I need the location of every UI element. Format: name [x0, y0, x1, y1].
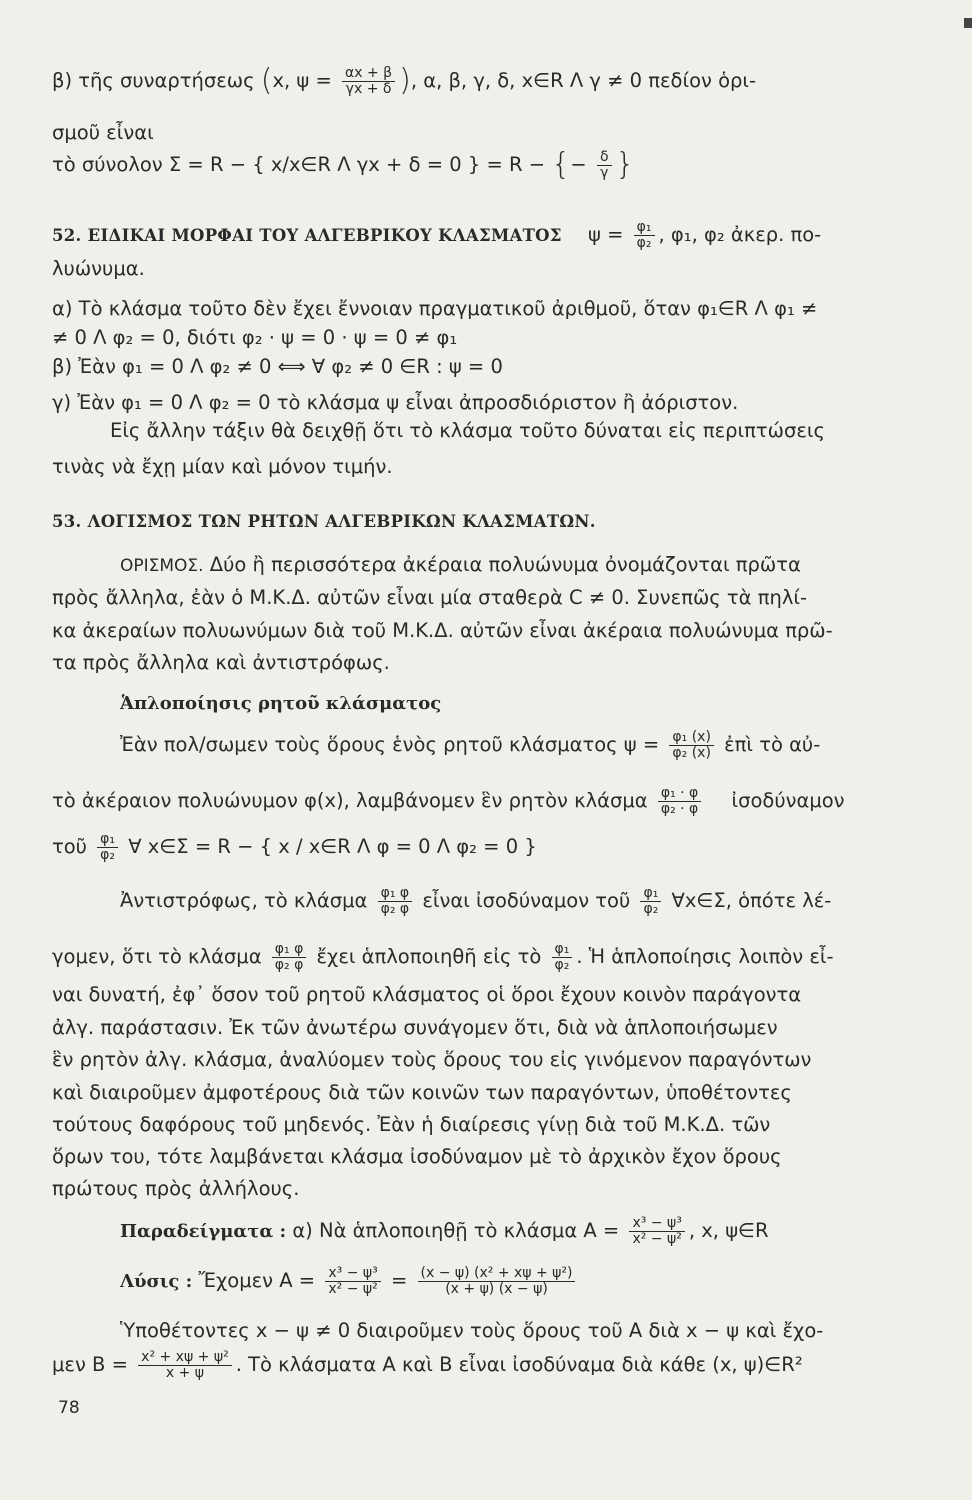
- text-line: ἀλγ. παράστασιν. Ἐκ τῶν ἀνωτέρω συνάγομεν ὅτι, διὰ νὰ ἁπλοποιήσωμεν: [52, 1016, 778, 1039]
- text: ∀ x∈Σ = R − { x / x∈R Λ φ = 0 Λ φ₂ = 0 }: [128, 835, 537, 858]
- text: ἐπὶ τὸ αὐ-: [724, 733, 821, 756]
- fraction: [597, 150, 612, 181]
- numerator: αx + β: [342, 66, 395, 82]
- text-line: σμοῦ εἶναι: [52, 121, 154, 144]
- text-line: [52, 63, 920, 98]
- text-line: πρὸς ἄλληλα, ἐὰν ὁ Μ.Κ.Δ. αὐτῶν εἶναι μία σταθερὰ C ≠ 0. Συνεπῶς τὰ πηλί-: [52, 586, 807, 609]
- paren: ): [399, 63, 411, 98]
- text-line: Ὑποθέτοντες x − ψ ≠ 0 διαιροῦμεν τοὺς ὅρους τοῦ A διὰ x − ψ καὶ ἔχο-: [120, 1319, 824, 1342]
- numerator: φ₁ · φ: [658, 786, 701, 802]
- text-line: Εἰς ἄλλην τάξιν θὰ δειχθῇ ὅτι τὸ κλάσμα τοῦτο δύναται εἰς περιπτώσεις: [110, 419, 825, 442]
- paren: (: [260, 63, 273, 98]
- fraction: [669, 730, 714, 761]
- text-line: [120, 730, 920, 761]
- text-line: τὸ σύνολον Σ = R − { x/x∈R Λ γx + δ = 0 } = R − {− $\frac{\delta}{\gamma}$ }: [52, 147, 635, 182]
- subheading: [120, 690, 972, 717]
- denominator: x² − ψ²: [632, 1231, 682, 1247]
- text: x, ψ =: [272, 69, 332, 92]
- text-line: [52, 786, 920, 817]
- text: Ἔχομεν A =: [198, 1269, 316, 1292]
- text-line: [52, 832, 920, 863]
- denominator: φ₂ · φ: [660, 801, 699, 817]
- text: . Ἡ ἁπλοποίησις λοιπὸν εἶ-: [576, 945, 834, 968]
- solution-label: Λύσις :: [120, 1271, 193, 1292]
- denominator: φ₂: [643, 901, 659, 917]
- fraction: [658, 786, 701, 817]
- text: , α, β, γ, δ, x∈R Λ γ ≠ 0 πεδίον ὁρι-: [410, 69, 757, 92]
- fraction: [138, 1350, 232, 1381]
- text: , x, ψ∈R: [688, 1219, 769, 1242]
- section-heading-52: [52, 220, 920, 251]
- heading-text: 52. ΕΙΔΙΚΑΙ ΜΟΡΦΑΙ ΤΟΥ ΑΛΓΕΒΡΙΚΟΥ ΚΛΑΣΜΑΤΟΣ: [52, 226, 562, 245]
- text: , φ₁, φ₂ ἀκερ. πο-: [658, 223, 822, 246]
- text-line: γ) Ἐὰν φ₁ = 0 Λ φ₂ = 0 τὸ κλάσμα ψ εἶναι ἀπροσδιόριστον ἢ ἀόριστον.: [52, 391, 739, 414]
- brace: }: [615, 147, 635, 182]
- fraction: [272, 942, 307, 973]
- denominator: (x + ψ) (x − ψ): [445, 1281, 548, 1297]
- text: ἰσοδύναμον: [731, 789, 845, 812]
- denominator: φ₂: [636, 235, 652, 251]
- section-heading-53: [52, 508, 920, 535]
- fraction: [552, 942, 573, 973]
- denominator: φ₂ φ: [380, 901, 410, 917]
- text: Ἐὰν πολ/σωμεν τοὺς ὅρους ἑνὸς ρητοῦ κλάσματος ψ =: [120, 733, 660, 756]
- text-line: καὶ διαιροῦμεν ἀμφοτέρους διὰ τῶν κοινῶν των παραγόντων, ὑποθέτοντες: [52, 1081, 792, 1104]
- text: ψ =: [588, 223, 624, 246]
- numerator: φ₁: [634, 220, 655, 236]
- text-line: [120, 1266, 920, 1297]
- numerator: x² + xψ + ψ²: [138, 1350, 232, 1366]
- fraction: [629, 1216, 684, 1247]
- text: Ἁπλοποίησις ρητοῦ κλάσματος: [120, 693, 442, 714]
- fraction: [640, 886, 661, 917]
- text-line: ὅρων του, τότε λαμβάνεται κλάσμα ἰσοδύναμον μὲ τὸ ἀρχικὸν ἔχον ὅρους: [52, 1145, 782, 1168]
- text-line: πρώτους πρὸς ἀλλήλους.: [52, 1177, 300, 1200]
- text-line: [120, 552, 972, 579]
- text: ἔχει ἁπλοποιηθῆ εἰς τὸ: [316, 945, 542, 968]
- numerator: φ₁: [97, 832, 118, 848]
- heading-text: 53. ΛΟΓΙΣΜΟΣ ΤΩΝ ΡΗΤΩΝ ΑΛΓΕΒΡΙΚΩΝ ΚΛΑΣΜΑΤΩΝ.: [52, 512, 596, 531]
- text: =: [390, 1269, 408, 1292]
- text-line: [52, 1350, 920, 1381]
- numerator: x³ − ψ³: [629, 1216, 684, 1232]
- text-line: α) Τὸ κλάσμα τοῦτο δὲν ἔχει ἔννοιαν πραγματικοῦ ἀριθμοῦ, ὅταν φ₁∈R Λ φ₁ ≠: [52, 297, 818, 320]
- text-line: τα πρὸς ἄλληλα καὶ ἀντιστρόφως.: [52, 651, 390, 674]
- denominator: φ₂ (x): [672, 745, 711, 761]
- numerator: φ₁: [552, 942, 573, 958]
- fraction: [325, 1266, 380, 1297]
- page-number: 78: [58, 1398, 80, 1418]
- text: β) τῆς συναρτήσεως: [52, 69, 255, 92]
- denominator: φ₂ φ: [274, 957, 304, 973]
- denominator: γ: [600, 165, 609, 181]
- text-line: [52, 942, 920, 973]
- text: . Τὸ κλάσματα A καὶ B εἶναι ἰσοδύναμα διὰ κάθε (x, ψ)∈R²: [235, 1353, 803, 1376]
- fraction: [97, 832, 118, 863]
- text-line: κα ἀκεραίων πολυωνύμων διὰ τοῦ Μ.Κ.Δ. αὐτῶν εἶναι ἀκέραια πολυώνυμα πρῶ-: [52, 619, 833, 642]
- text-line: ἓν ρητὸν ἀλγ. κλάσμα, ἀναλύομεν τοὺς ὅρους του εἰς γινόμενον παραγόντων: [52, 1048, 812, 1071]
- text-line: λυώνυμα.: [52, 257, 145, 280]
- denominator: γx + δ: [345, 81, 392, 97]
- text-line: ναι δυνατή, ἐφ᾿ ὅσον τοῦ ρητοῦ κλάσματος οἱ ὅροι ἔχουν κοινὸν παράγοντα: [52, 983, 802, 1006]
- text: α) Νὰ ἁπλοποιηθῇ τὸ κλάσμα A =: [292, 1219, 620, 1242]
- text: Δύο ἢ περισσότερα ἀκέραια πολυώνυμα ὀνομάζονται πρῶτα: [209, 553, 801, 576]
- numerator: φ₁ φ: [378, 886, 413, 902]
- text-line: β) Ἐὰν φ₁ = 0 Λ φ₂ ≠ 0 ⟺ ∀ φ₂ ≠ 0 ∈R : ψ = 0: [52, 355, 503, 378]
- edge-mark: [964, 18, 972, 28]
- text: μεν B =: [52, 1353, 128, 1376]
- fraction: [342, 66, 395, 97]
- numerator: x³ − ψ³: [325, 1266, 380, 1282]
- numerator: (x − ψ) (x² + xψ + ψ²): [418, 1266, 576, 1282]
- numerator: φ₁ (x): [669, 730, 714, 746]
- fraction: [378, 886, 413, 917]
- text: ∀x∈Σ, ὁπότε λέ-: [671, 889, 832, 912]
- examples-label: Παραδείγματα :: [120, 1221, 287, 1242]
- text-line: [120, 1216, 920, 1247]
- denominator: φ₂: [100, 847, 116, 863]
- numerator: φ₁: [640, 886, 661, 902]
- text-line: ≠ 0 Λ φ₂ = 0, διότι φ₂ · ψ = 0 · ψ = 0 ≠ φ₁: [52, 326, 458, 349]
- numerator: φ₁ φ: [272, 942, 307, 958]
- text: τὸ σύνολον Σ = R − { x/x∈R Λ γx + δ = 0 } = R −: [52, 153, 546, 176]
- text-line: τινὰς νὰ ἔχῃ μίαν καὶ μόνον τιμήν.: [52, 455, 393, 478]
- denominator: x + ψ: [165, 1365, 204, 1381]
- text-line: [120, 886, 920, 917]
- text: Ἀντιστρόφως, τὸ κλάσμα: [120, 889, 368, 912]
- text: τοῦ: [52, 835, 87, 858]
- text: τὸ ἀκέραιον πολυώνυμον φ(x), λαμβάνομεν ἓν ρητὸν κλάσμα: [52, 789, 648, 812]
- denominator: x² − ψ²: [328, 1281, 378, 1297]
- text: γομεν, ὅτι τὸ κλάσμα: [52, 945, 262, 968]
- definition-label: ΟΡΙΣΜΟΣ.: [120, 556, 204, 576]
- numerator: δ: [597, 150, 612, 166]
- fraction: [418, 1266, 576, 1297]
- fraction: [634, 220, 655, 251]
- text-line: τούτους δαφόρους τοῦ μηδενός. Ἐὰν ἡ διαίρεσις γίνῃ διὰ τοῦ Μ.Κ.Δ. τῶν: [52, 1113, 771, 1136]
- text: εἶναι ἰσοδύναμον τοῦ: [422, 889, 631, 912]
- brace: {: [551, 147, 571, 182]
- denominator: φ₂: [554, 957, 570, 973]
